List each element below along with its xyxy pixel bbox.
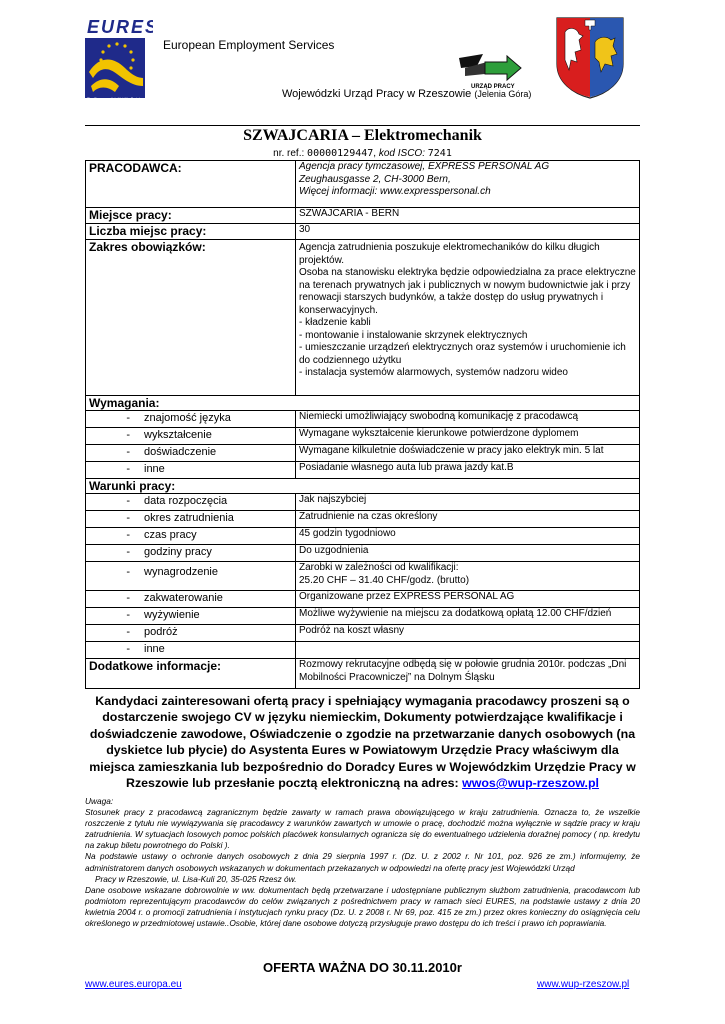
requirements-header-row xyxy=(86,396,640,411)
ref-number: 00000129447 xyxy=(307,148,374,159)
table-row: - okres zatrudnienia Zatrudnienie na czas określony xyxy=(86,511,640,528)
reference-line: nr. ref.: 00000129447, kod ISCO: 7241 xyxy=(273,148,452,159)
place-label: Miejsce pracy: xyxy=(86,208,296,224)
conditions-label: Warunki pracy: xyxy=(86,479,640,494)
table-row: - wykształcenie Wymagane wykształcenie kierunkowe potwierdzone dyplomem xyxy=(86,428,640,445)
extra-row: Dodatkowe informacje: Rozmowy rekrutacyjne odbędą się w połowie grudnia 2010r. podczas „Dni Mobilności Pracowniczej” na Dolnym Śląsku xyxy=(86,659,640,689)
wup-website-link[interactable]: www.wup-rzeszow.pl xyxy=(537,979,630,990)
svg-text:URZĄD PRACY: URZĄD PRACY xyxy=(471,84,515,90)
eures-website-link[interactable]: www.eures.europa.eu xyxy=(85,979,182,990)
eures-logo-text: EURES xyxy=(87,17,153,37)
duties-value: Agencja zatrudnienia poszukuje elektromechaników do kilku długich projektów. Osoba na stanowisku elektryka będzie odpowiedzialna za prace elektryczne na terenach prywatnych jak i publicznych w nowym budownictwie jak i przy renowacji starszych budynków, a także dostęp do usług prywatnych i konserwacyjnych. - kładzenie kabli - montowanie i instalowanie skrzynek elektrycznych - umieszczanie urządzeń elektrycznych oraz systemów i uruchomienie ich do codziennego użytku - instalacja systemów alarmowych, systemów nadzoru wideo xyxy=(296,240,640,396)
place-row xyxy=(86,208,640,224)
count-row xyxy=(86,224,640,240)
table-row: - znajomość języka Niemiecki umożliwiający swobodną komunikację z pracodawcą xyxy=(86,411,640,428)
employer-row xyxy=(86,161,640,208)
urzad-pracy-logo xyxy=(455,50,525,92)
office-name: Wojewódzki Urząd Pracy w Rzeszowie (Jelenia Góra) xyxy=(282,88,532,100)
table-row: - inne xyxy=(86,642,640,659)
page-title: SZWAJCARIA – Elektromechanik xyxy=(243,127,482,144)
application-instructions: Kandydaci zainteresowani ofertą pracy i spełniający wymagania pracodawcy proszeni są o dostarczenie swojego CV w języku niemieckim, Dokumenty potwierdzające kwalifikacje i doświadczenie zawodowe, Oświadczenie o zgodzie na przetwarzanie danych osobowych (na dyskietce lub płycie) do Asystenta Eures w Powiatowym Urzędzie Pracy właściwym dla miejsca zamieszkania lub bezpośrednio do Doradcy Eures w Wojewódzkim Urzędzie Pracy w Rzeszowie lub przesłanie pocztą elektroniczną na adres: wwos@wup-rzeszow.pl xyxy=(89,694,636,791)
offer-validity: OFERTA WAŻNA DO 30.11.2010r xyxy=(263,960,462,975)
count-value: 30 xyxy=(296,224,640,240)
table-row: - zakwaterowanie Organizowane przez EXPRESS PERSONAL AG xyxy=(86,591,640,608)
duties-row xyxy=(86,240,640,396)
header-divider xyxy=(85,125,640,126)
job-offer-table xyxy=(85,160,640,689)
employer-label: PRACODAWCA: xyxy=(86,161,296,208)
table-row: - czas pracy 45 godzin tygodniowo xyxy=(86,528,640,545)
service-name: European Employment Services xyxy=(163,38,335,52)
legal-note: Uwaga: Stosunek pracy z pracodawcą zagranicznym będzie zawarty w ramach prawa obowiązującego w kraju zatrudnienia. Oznacza to, że wszelkie roszczenie z tytułu nie wywiązywania się pracodawcy z warunków zawartych w umowie o pracę, dochodzić można wyłącznie w sądzie pracy w kraju zatrudnienia. W sytuacjach losowych pomoc polskich placówek konsularnych ogranicza się do ewentualnego udzielenia doraźnej pomocy ( np. kredytu na zakup biletu powrotnego do Polski ). Na podstawie ustawy o ochronie danych osobowych z dnia 29 sierpnia 1997 r. (Dz. U. z 2002 r. Nr 101, poz. 926 ze zm.) informujemy, że administratorem danych osobowych wskazanych w dokumentach przekazanych w odpowiedzi na ofertę pracy jest Wojewódzki Urząd Pracy w Rzeszowie, ul. Lisa-Kuli 20, 35-025 Rzesz ów. Dane osobowe wskazane dobrowolnie w ww. dokumentach będą przetwarzane i udostępniane publicznym służbom zatrudnienia, pracodawcom lub podmiotom reprezentującym pracodawców do celów związanych z pośrednictwem pracy w ramach sieci EURES, na podstawie ustawy z dnia 20 kwietnia 2004 r. o promocji zatrudnienia i instytucjach rynku pracy (Dz. U. z 2008 r. Nr 69, poz. 415 ze zm.) przez okres konieczny do osiągnięcia celu określonego w przedmiotowej ustawie..Osobie, której dane osobowe dotyczą przysługuje prawo dostępu do ich treści i prawo ich poprawiania. xyxy=(85,796,640,929)
table-row: - inne Posiadanie własnego auta lub prawa jazdy kat.B xyxy=(86,462,640,479)
contact-email-link[interactable]: wwos@wup-rzeszow.pl xyxy=(462,776,599,791)
table-row: - wyżywienie Możliwe wyżywienie na miejscu za dodatkową opłatą 12.00 CHF/dzień xyxy=(86,608,640,625)
conditions-header-row xyxy=(86,479,640,494)
count-label: Liczba miejsc pracy: xyxy=(86,224,296,240)
isco-code: 7241 xyxy=(427,148,452,159)
place-value: SZWAJCARIA - BERN xyxy=(296,208,640,224)
table-row: - wynagrodzenie Zarobki w zależności od kwalifikacji: 25.20 CHF – 31.40 CHF/godz. (brutto) xyxy=(86,562,640,591)
table-row: - data rozpoczęcia Jak najszybciej xyxy=(86,494,640,511)
extra-label: Dodatkowe informacje: xyxy=(86,659,296,689)
svg-text:The European Job Mobility Port: The European Job Mobility Portal xyxy=(87,97,141,101)
table-row: - podróż Podróż na koszt własny xyxy=(86,625,640,642)
duties-label: Zakres obowiązków: xyxy=(86,240,296,396)
coat-of-arms xyxy=(555,16,625,100)
table-row: - godziny pracy Do uzgodnienia xyxy=(86,545,640,562)
employer-value: Agencja pracy tymczasowej, EXPRESS PERSONAL AG Zeughausgasse 2, CH-3000 Bern, Więcej informacji: www.expresspersonal.ch xyxy=(296,161,640,208)
eures-logo xyxy=(85,16,153,102)
requirements-label: Wymagania: xyxy=(86,396,640,411)
table-row: - doświadczenie Wymagane kilkuletnie doświadczenie w pracy jako elektryk min. 5 lat xyxy=(86,445,640,462)
